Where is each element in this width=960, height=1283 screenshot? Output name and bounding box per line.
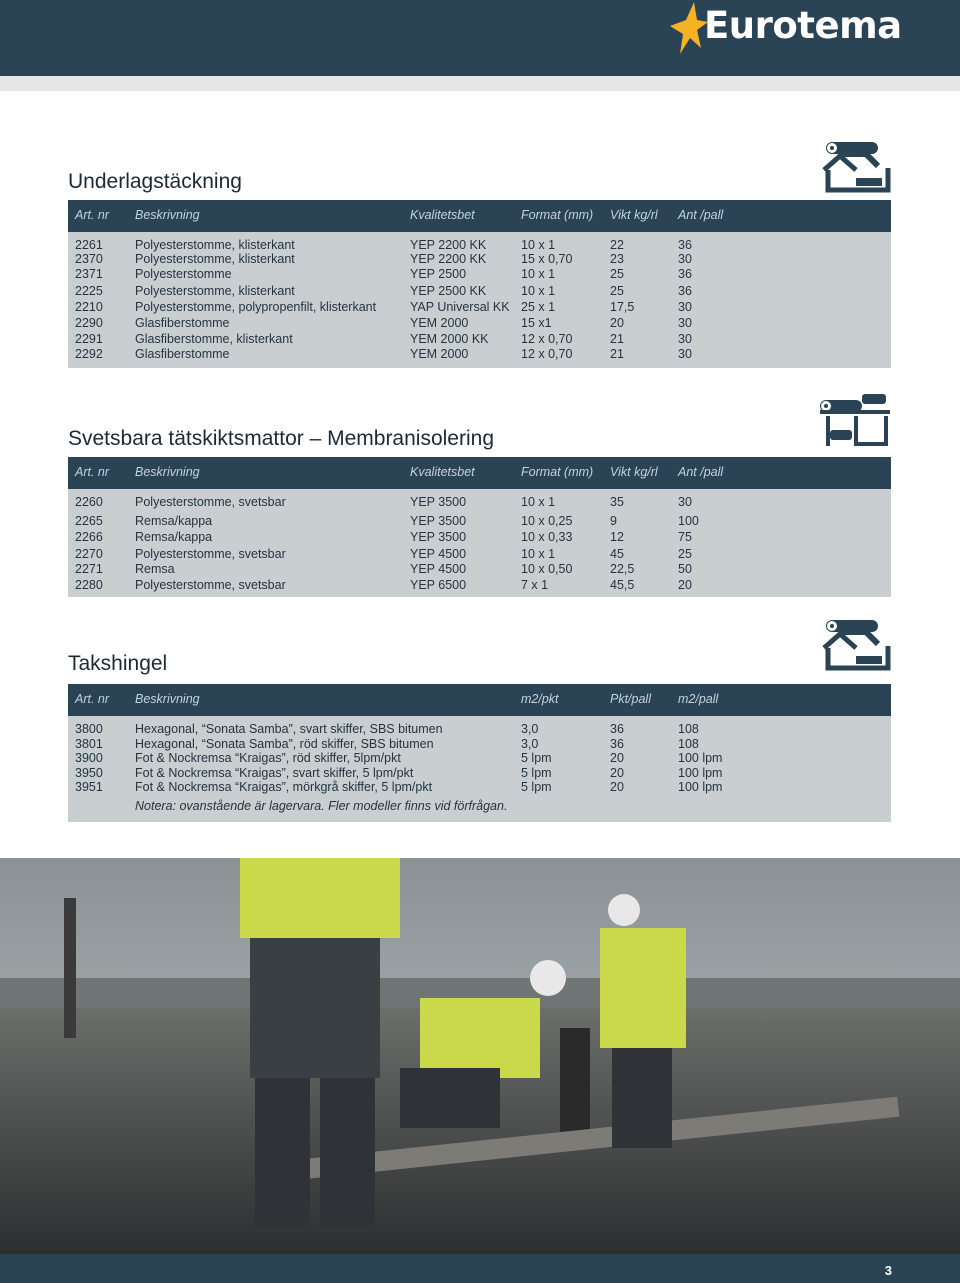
col-m2-pall: m2/pall	[678, 692, 719, 706]
table-body-svetsbara	[68, 489, 891, 597]
table-row	[68, 578, 891, 593]
cell-m2-pkt: 3,0	[521, 737, 539, 751]
cell-beskrivning: Fot & Nockremsa “Kraigas”, röd skiffer, 5lpm/pkt	[135, 751, 401, 765]
cell-art-nr: 3900	[75, 751, 103, 765]
cell-art-nr: 2370	[75, 252, 103, 266]
table-body-underlag	[68, 232, 891, 368]
cell-beskrivning: Fot & Nockremsa “Kraigas”, svart skiffer, 5 lpm/pkt	[135, 766, 414, 780]
cell-kvalitetsbet: YEP 2500 KK	[410, 284, 487, 298]
cell-format: 10 x 0,33	[521, 530, 573, 544]
col-kvalitetsbet: Kvalitetsbet	[410, 208, 475, 222]
cell-format: 12 x 0,70	[521, 332, 573, 346]
cell-beskrivning: Polyesterstomme, klisterkant	[135, 238, 295, 252]
table-row	[68, 722, 891, 737]
cell-format: 15 x 0,70	[521, 252, 573, 266]
cell-beskrivning: Glasfiberstomme	[135, 316, 230, 330]
table-header-svetsbara	[68, 457, 891, 489]
cell-ant-pall: 100	[678, 514, 699, 528]
table-note: Notera: ovanstående är lagervara. Fler modeller finns vid förfrågan.	[135, 799, 508, 813]
cell-m2-pkt: 5 lpm	[521, 751, 552, 765]
col-beskrivning: Beskrivning	[135, 465, 200, 479]
cell-m2-pkt: 3,0	[521, 722, 539, 736]
cell-art-nr: 2271	[75, 562, 103, 576]
cell-art-nr: 3950	[75, 766, 103, 780]
table-header-takshingel	[68, 684, 891, 716]
col-m2-pkt: m2/pkt	[521, 692, 559, 706]
table-header-underlag	[68, 200, 891, 232]
cell-vikt: 17,5	[610, 300, 635, 314]
table-row	[68, 300, 891, 315]
table-row	[68, 284, 891, 299]
cell-format: 12 x 0,70	[521, 347, 573, 361]
cell-beskrivning: Glasfiberstomme	[135, 347, 230, 361]
cell-art-nr: 2210	[75, 300, 103, 314]
cell-art-nr: 2265	[75, 514, 103, 528]
header-bar	[0, 0, 960, 76]
table-row	[68, 238, 891, 253]
star-logo-icon	[668, 2, 708, 58]
cell-beskrivning: Remsa/kappa	[135, 530, 213, 544]
table-row	[68, 780, 891, 795]
col-ant-pall: Ant /pall	[678, 208, 724, 222]
table-row	[68, 514, 891, 529]
cell-art-nr: 2261	[75, 238, 103, 252]
cell-ant-pall: 30	[678, 316, 692, 330]
table-row	[68, 751, 891, 766]
col-ant-pall: Ant /pall	[678, 465, 724, 479]
cell-beskrivning: Glasfiberstomme, klisterkant	[135, 332, 293, 346]
cell-beskrivning: Polyesterstomme, klisterkant	[135, 284, 295, 298]
cell-format: 10 x 1	[521, 238, 556, 252]
roof-roll-icon	[820, 618, 892, 672]
cell-kvalitetsbet: YEP 3500	[410, 530, 467, 544]
table-row	[68, 530, 891, 545]
cell-m2-pall: 100 lpm	[678, 766, 723, 780]
cell-ant-pall: 36	[678, 267, 692, 281]
cell-vikt: 12	[610, 530, 624, 544]
cell-format: 10 x 0,25	[521, 514, 573, 528]
cell-beskrivning: Remsa	[135, 562, 175, 576]
table-row	[68, 316, 891, 331]
cell-kvalitetsbet: YEP 4500	[410, 547, 467, 561]
cell-beskrivning: Polyesterstomme, klisterkant	[135, 252, 295, 266]
table-row	[68, 252, 891, 267]
cell-art-nr: 3801	[75, 737, 103, 751]
col-pkt-pall: Pkt/pall	[610, 692, 651, 706]
cell-kvalitetsbet: YAP Universal KK	[410, 300, 510, 314]
cell-ant-pall: 30	[678, 495, 692, 509]
cell-ant-pall: 75	[678, 530, 692, 544]
col-art-nr: Art. nr	[75, 465, 110, 479]
cell-ant-pall: 36	[678, 284, 692, 298]
cell-format: 10 x 1	[521, 284, 556, 298]
col-kvalitetsbet: Kvalitetsbet	[410, 465, 475, 479]
col-beskrivning: Beskrivning	[135, 208, 200, 222]
cell-kvalitetsbet: YEP 3500	[410, 495, 467, 509]
roofing-workers-photo	[0, 858, 960, 1254]
cell-art-nr: 2290	[75, 316, 103, 330]
roof-roll-icon	[820, 140, 892, 194]
table-row	[68, 495, 891, 510]
cell-format: 15 x1	[521, 316, 552, 330]
footer-bar	[0, 1254, 960, 1283]
cell-vikt: 23	[610, 252, 624, 266]
col-art-nr: Art. nr	[75, 692, 110, 706]
cell-format: 10 x 0,50	[521, 562, 573, 576]
cell-art-nr: 3800	[75, 722, 103, 736]
cell-pkt-pall: 36	[610, 722, 624, 736]
cell-art-nr: 2371	[75, 267, 103, 281]
page-number: 3	[884, 1263, 892, 1278]
brand-name: Eurotema	[704, 4, 902, 47]
photo-illustration	[0, 858, 960, 1254]
cell-vikt: 20	[610, 316, 624, 330]
cell-vikt: 21	[610, 347, 624, 361]
cell-beskrivning: Polyesterstomme, polypropenfilt, klisterkant	[135, 300, 377, 314]
cell-m2-pall: 108	[678, 722, 699, 736]
cell-kvalitetsbet: YEM 2000 KK	[410, 332, 489, 346]
cell-m2-pkt: 5 lpm	[521, 780, 552, 794]
cell-m2-pall: 100 lpm	[678, 780, 723, 794]
col-art-nr: Art. nr	[75, 208, 110, 222]
cell-vikt: 22,5	[610, 562, 635, 576]
table-row	[68, 766, 891, 781]
table-row	[68, 332, 891, 347]
cell-m2-pkt: 5 lpm	[521, 766, 552, 780]
cell-beskrivning: Polyesterstomme, svetsbar	[135, 495, 286, 509]
cell-vikt: 9	[610, 514, 617, 528]
cell-beskrivning: Polyesterstomme, svetsbar	[135, 578, 286, 592]
cell-kvalitetsbet: YEP 2200 KK	[410, 238, 487, 252]
cell-ant-pall: 30	[678, 252, 692, 266]
cell-art-nr: 2292	[75, 347, 103, 361]
table-row	[68, 547, 891, 562]
cell-vikt: 25	[610, 267, 624, 281]
cell-vikt: 45,5	[610, 578, 635, 592]
brand-logo[interactable]	[668, 2, 908, 58]
col-vikt: Vikt kg/rl	[610, 208, 658, 222]
table-row	[68, 562, 891, 577]
cell-vikt: 45	[610, 547, 624, 561]
cell-vikt: 25	[610, 284, 624, 298]
col-vikt: Vikt kg/rl	[610, 465, 658, 479]
section-title-takshingel: Takshingel	[68, 652, 168, 675]
col-format: Format (mm)	[521, 465, 594, 479]
cell-kvalitetsbet: YEM 2000	[410, 316, 469, 330]
cell-ant-pall: 30	[678, 347, 692, 361]
cell-pkt-pall: 20	[610, 780, 624, 794]
cell-art-nr: 3951	[75, 780, 103, 794]
cell-beskrivning: Fot & Nockremsa “Kraigas”, mörkgrå skiffer, 5 lpm/pkt	[135, 780, 433, 794]
section-title-svetsbara: Svetsbara tätskiktsmattor – Membranisolering	[68, 427, 494, 450]
cell-ant-pall: 36	[678, 238, 692, 252]
table-row	[68, 267, 891, 282]
cell-vikt: 35	[610, 495, 624, 509]
table-row	[68, 737, 891, 752]
cell-format: 10 x 1	[521, 495, 556, 509]
table-row	[68, 347, 891, 362]
col-beskrivning: Beskrivning	[135, 692, 200, 706]
cell-pkt-pall: 20	[610, 766, 624, 780]
section-title-underlag: Underlagstäckning	[68, 170, 242, 193]
cell-beskrivning: Polyesterstomme	[135, 267, 232, 281]
cell-art-nr: 2225	[75, 284, 103, 298]
col-format: Format (mm)	[521, 208, 594, 222]
cell-m2-pall: 108	[678, 737, 699, 751]
cell-beskrivning: Hexagonal, “Sonata Samba”, svart skiffer, SBS bitumen	[135, 722, 443, 736]
cell-format: 10 x 1	[521, 547, 556, 561]
cell-kvalitetsbet: YEP 3500	[410, 514, 467, 528]
cell-vikt: 22	[610, 238, 624, 252]
cell-art-nr: 2260	[75, 495, 103, 509]
cell-kvalitetsbet: YEM 2000	[410, 347, 469, 361]
cell-vikt: 21	[610, 332, 624, 346]
cell-pkt-pall: 36	[610, 737, 624, 751]
cell-ant-pall: 20	[678, 578, 692, 592]
garage-roll-icon	[818, 392, 892, 448]
cell-pkt-pall: 20	[610, 751, 624, 765]
cell-art-nr: 2270	[75, 547, 103, 561]
cell-ant-pall: 30	[678, 332, 692, 346]
cell-format: 10 x 1	[521, 267, 556, 281]
cell-kvalitetsbet: YEP 2500	[410, 267, 467, 281]
cell-kvalitetsbet: YEP 4500	[410, 562, 467, 576]
cell-kvalitetsbet: YEP 6500	[410, 578, 467, 592]
cell-beskrivning: Remsa/kappa	[135, 514, 213, 528]
cell-ant-pall: 30	[678, 300, 692, 314]
table-body-takshingel	[68, 716, 891, 822]
cell-ant-pall: 25	[678, 547, 692, 561]
cell-beskrivning: Polyesterstomme, svetsbar	[135, 547, 286, 561]
header-strip	[0, 76, 960, 91]
cell-m2-pall: 100 lpm	[678, 751, 723, 765]
cell-art-nr: 2280	[75, 578, 103, 592]
cell-art-nr: 2266	[75, 530, 103, 544]
cell-format: 25 x 1	[521, 300, 556, 314]
cell-art-nr: 2291	[75, 332, 103, 346]
cell-beskrivning: Hexagonal, “Sonata Samba”, röd skiffer, SBS bitumen	[135, 737, 434, 751]
cell-ant-pall: 50	[678, 562, 692, 576]
cell-format: 7 x 1	[521, 578, 549, 592]
cell-kvalitetsbet: YEP 2200 KK	[410, 252, 487, 266]
